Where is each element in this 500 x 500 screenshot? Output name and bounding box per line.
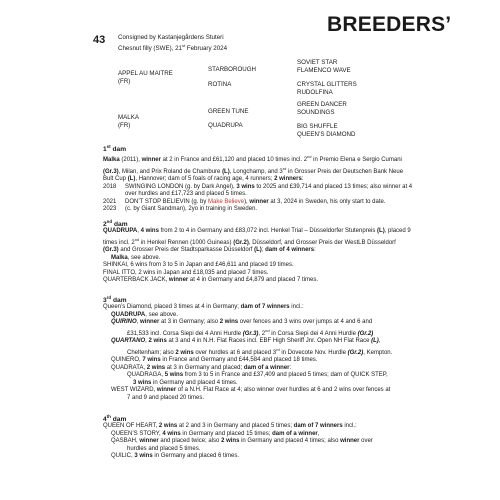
third-dam-heading: 3rd dam: [103, 295, 127, 305]
second-dam-text: QUADRUPA, 4 wins from 2 to 4 in Germany and £83,072 incl. Henkel Trial – Düsseldorfer Stutenpreis (L), placed 9 times incl. 2nd in Henkel Rennen (1000 Guineas) (Gr.2), Düsseldorf, and Grosser Preis der WestLB Düsseldorf (Gr.3) and Grosser Preis der Stadtsparkasse Düsseldorf (L); dam of 4 winners:: [103, 228, 411, 253]
second-dam-heading: 2nd dam: [103, 219, 128, 229]
list-item-cont: 7 and 9 and placed 20 times.: [127, 394, 205, 401]
list-item: QUARTANO, 2 wins at 3 and 4 in N.H. Flat Races incl. EBF High Sheriff Jnr. Open NH Flat Race (L),: [111, 338, 381, 344]
progeny-year: 2018: [103, 183, 117, 190]
ancestor: QUEEN’S DIAMOND: [297, 131, 356, 138]
ancestor: RUDOLFINA: [297, 89, 333, 96]
list-item-cont: £31,533 incl. Corsa Siepi dei 4 Anni Hurdle (Gr.3), 2nd in Corsa Siepi dei 4 Anni Hurdle (Gr.2): [127, 327, 374, 337]
progeny-text: (c. by Giant Sandman), 2yo in training in Sweden.: [125, 206, 258, 212]
list-item: QUARTERBACK JACK, winner at 4 in Germany and £4,879 and placed 7 times.: [103, 277, 318, 283]
sire-dam: ROTINA: [208, 81, 232, 88]
ancestor: SOVIET STAR: [297, 59, 338, 66]
third-dam-text: Queen’s Diamond, placed 3 times at 4 in Germany; dam of 7 winners incl.:: [103, 304, 304, 310]
ancestor: CRYSTAL GLITTERS: [297, 81, 357, 88]
sire-country: (FR): [118, 77, 131, 85]
progeny-year: 2023: [103, 206, 117, 212]
first-dam-heading: 1st dam: [103, 144, 127, 154]
lot-description: Chesnut filly (SWE), 21st February 2024: [118, 42, 228, 52]
fourth-dam-heading: 4th dam: [103, 414, 127, 424]
progeny-text: SWINGING LONDON (g. by Dark Angel), 3 wins to 2025 and £39,714 and placed 13 times; also winner at 4 over hurdles and £17,723 and placed 5 times.: [125, 183, 413, 197]
list-item: QUADRATA, 2 wins at 3 in Germany and placed; dam of a winner:: [111, 364, 292, 371]
sire-sire: STARBOROUGH: [208, 66, 257, 73]
progeny-row: [103, 184, 413, 199]
progeny-year: 2021: [103, 198, 117, 205]
first-dam-text: Malka (2011), winner at 2 in France and £61,120 and placed 10 times incl. 2nd in Premio Elena e Sergio Cumani (Gr.3), Milan, and Prix Roland de Chambure (L), Longchamp, and 3rd in Grosser Preis der Deutschen Bank Neue Bult Cup (L), Hannover; dam of 5 foals of racing age, 4 runners; 2 winners:: [103, 154, 404, 182]
ancestor: SOUNDINGS: [297, 109, 335, 116]
list-item: QUEEN’S STORY, 4 wins in Germany and placed 15 times; dam of a winner,: [111, 430, 320, 437]
dam-country: (FR): [118, 121, 131, 129]
list-item: QUINERO, 7 wins in France and Germany and £44,584 and placed 18 times.: [111, 357, 318, 363]
second-dam-section: [103, 228, 413, 285]
dam-dam: QUADRUPA: [208, 122, 243, 129]
list-item: QUADRUPA, see above.: [111, 311, 178, 318]
list-item: QUILIC, 3 wins in Germany and placed 6 times.: [111, 453, 240, 459]
lot-header: [118, 34, 227, 53]
list-item-cont: hurdles and placed 5 times.: [127, 445, 201, 452]
lot-number: 43: [93, 34, 106, 46]
consignor: Consigned by Kastanjegårdens Stuteri: [118, 34, 224, 41]
list-item: QASBAH, winner and placed twice; also 2 wins in Germany and placed 4 times; also winner over: [111, 438, 373, 444]
list-item: SHINKAI, 6 wins from 3 to 5 in Japan and £46,611 and placed 19 times.: [103, 262, 294, 268]
progeny-row: [103, 206, 413, 214]
ancestor: BIG SHUFFLE: [297, 123, 338, 130]
brand-logo: BREEDERS’: [327, 13, 452, 36]
list-item: QUIRINO, winner at 3 in Germany; also 2 wins over fences and 3 wins over jumps at 4 and 6 and: [111, 319, 373, 325]
sire-name: APPEL AU MAITRE: [118, 70, 173, 77]
fourth-dam-section: [103, 423, 413, 461]
list-item-cont: 3 wins in Germany and placed 4 times.: [133, 379, 238, 386]
ancestor: GREEN DANCER: [297, 101, 347, 108]
progeny-text: DON’T STOP BELIEVIN (g. by Make Believe), winner at 3, 2024 in Sweden, his only start to date.: [125, 198, 386, 205]
list-item: QUADRAGA, 5 wins from 3 to 5 in France and £37,409 and placed 5 times; dam of QUICK STEP,: [127, 372, 388, 378]
dam-sire: GREEN TUNE: [208, 108, 249, 115]
list-item: FINAL ITTO, 2 wins in Japan and £18,035 and placed 7 times.: [103, 269, 269, 276]
dam-name: MALKA: [118, 114, 139, 121]
ancestor: FLAMENCO WAVE: [297, 67, 351, 74]
sire: [118, 70, 173, 85]
fourth-dam-text: QUEEN OF HEART, 2 wins at 2 and 3 in Germany and placed 5 times; dam of 7 winners incl.:: [103, 423, 357, 429]
progeny-row: [103, 199, 413, 207]
list-item: WEST WIZARD, winner of a N.H. Flat Race at 4; also winner over hurdles at 6 and 2 wins over fences at: [111, 387, 391, 393]
first-dam-section: [103, 153, 413, 214]
list-item-cont: Cheltenham; also 2 wins over hurdles at 6 and placed 3rd in Dovecote Nov. Hurdle (Gr.2), Kempton.: [127, 346, 393, 356]
list-item: Malka, see above.: [111, 254, 161, 261]
dam: [118, 114, 139, 129]
third-dam-section: [103, 304, 413, 402]
